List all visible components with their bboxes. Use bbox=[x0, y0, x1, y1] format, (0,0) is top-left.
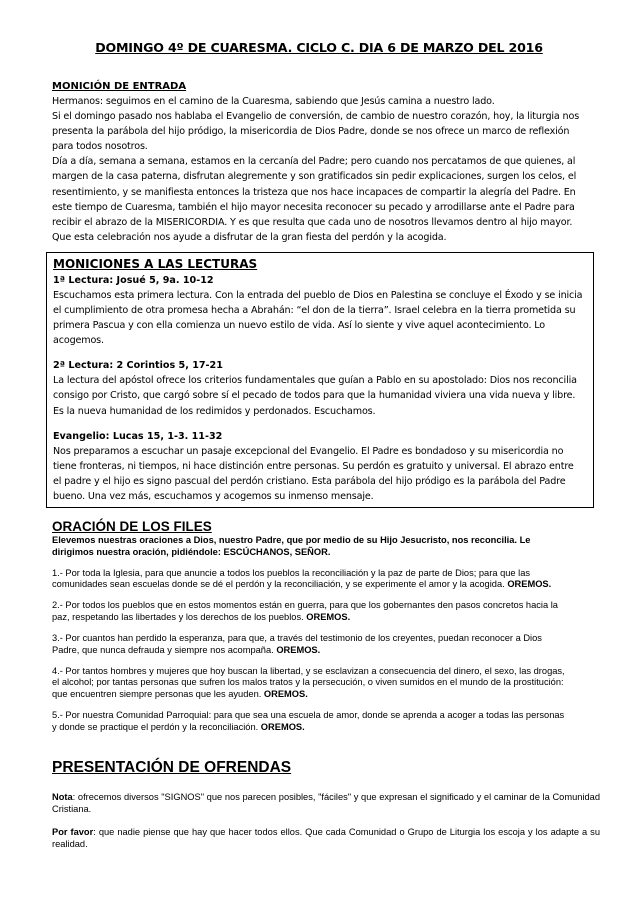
evangelio-line: tiene fronteras, ni tiempos, ni hace distinción entre personas. Su perdón es gratuito y universal. El abrazo entre bbox=[53, 460, 574, 472]
oracion-section bbox=[52, 518, 600, 733]
petition-line: Padre, que nunca defrauda y siempre nos acompaña. OREMOS. bbox=[52, 644, 321, 655]
petition-line: 4.- Por tantos hombres y mujeres que hoy buscan la libertad, y se esclavizan a consecuencia del dinero, el sexo, las drogas, bbox=[52, 665, 565, 676]
oremos-response: OREMOS. bbox=[306, 611, 351, 622]
favor-label: Por favor bbox=[52, 827, 94, 838]
oremos-response: OREMOS. bbox=[507, 579, 552, 590]
oracion-intro-line: dirigimos nuestra oración, pidiéndole: ESCÚCHANOS, SEÑOR. bbox=[52, 546, 331, 557]
petition-line: 1.- Por toda la Iglesia, para que anuncie a todos los pueblos la reconciliación y la paz de parte de Dios; para que las bbox=[52, 567, 531, 578]
petition-line: que encuentren siempre personas que les ayuden. OREMOS. bbox=[52, 688, 308, 699]
primera-lectura-label: 1ª Lectura: Josué 5, 9a. 10-12 bbox=[53, 275, 214, 286]
document-title: DOMINGO 4º DE CUARESMA. CICLO C. DIA 6 DE MARZO DEL 2016 bbox=[95, 40, 543, 55]
primera-lectura-line: Escuchamos esta primera lectura. Con la entrada del pueblo de Dios en Palestina se concluye el Éxodo y se inicia bbox=[53, 290, 583, 301]
monicion-heading: MONICIÓN DE ENTRADA bbox=[52, 81, 187, 92]
petition-line: comunidades sean escuelas donde se dé el perdón y la reconciliación, y se experimente el amor y la acogida. OREMOS. bbox=[52, 579, 552, 590]
monicion-line: Si el domingo pasado nos hablaba el Evangelio de conversión, de cambio de nuestro corazón, hoy, la liturgia nos bbox=[52, 111, 580, 123]
lecturas-heading: MONICIONES A LAS LECTURAS bbox=[53, 257, 258, 271]
evangelio-label: Evangelio: Lucas 15, 1-3. 11-32 bbox=[53, 430, 223, 442]
monicion-line: para todos nosotros. bbox=[52, 141, 148, 153]
oremos-response: OREMOS. bbox=[260, 721, 305, 732]
oracion-heading: ORACIÓN DE LOS FILES bbox=[52, 519, 212, 534]
lecturas-box bbox=[46, 252, 594, 508]
primera-lectura-line: el cumplimiento de otra promesa hecha a Abrahán: “el don de la tierra”. Israel celebra en la tierra prometida su bbox=[53, 305, 576, 317]
monicion-line: este tiempo de Cuaresma, también el hijo mayor necesita reconocer su pecado y arrodillarse ante el Padre para bbox=[52, 201, 575, 213]
petition-item bbox=[52, 600, 600, 623]
nota-paragraph bbox=[52, 792, 600, 815]
monicion-line: resentimiento, y se manifiesta entonces la tristeza que nos hace incapaces de compartir la alegría del Padre. En bbox=[52, 186, 576, 198]
nota-label: Nota bbox=[52, 792, 73, 802]
segunda-lectura-label: 2ª Lectura: 2 Corintios 5, 17-21 bbox=[53, 360, 223, 372]
nota-text: : ofrecemos diversos "SIGNOS" que nos parecen posibles, "fáciles" y que expresan el significado y el caminar de la Comunidad Cristiana. bbox=[52, 792, 600, 814]
petition-line: paz, respetando las libertades y los derechos de los pueblos. OREMOS. bbox=[52, 611, 351, 622]
evangelio-line: bueno. Una vez más, escuchamos y acogemos su inmenso mensaje. bbox=[53, 490, 374, 502]
petition-line: y donde se practique el perdón y la reconciliación. OREMOS. bbox=[52, 721, 305, 732]
monicion-line: Que esta celebración nos ayude a disfrutar de la gran fiesta del perdón y la acogida. bbox=[52, 231, 447, 243]
segunda-lectura-line: La lectura del apóstol ofrece los criterios fundamentales que guían a Pablo en su apostolado: Dios nos reconcilia bbox=[53, 375, 577, 387]
oracion-intro-line: Elevemos nuestras oraciones a Dios, nuestro Padre, que por medio de su Hijo Jesucristo, nos reconcilia. Le bbox=[52, 535, 531, 545]
favor-text: : que nadie piense que hay que hacer todos ellos. Que cada Comunidad o Grupo de Liturgia los escoja y los adapte a su realidad. bbox=[52, 827, 600, 849]
petition-item bbox=[52, 666, 600, 701]
monicion-line: presenta la parábola del hijo pródigo, la misericordia de Dios Padre, donde se nos ofrece un marco de reflexión bbox=[52, 126, 570, 138]
petition-line: 3.- Por cuantos han perdido la esperanza, para que, a través del testimonio de los creyentes, puedan reconocer a Dios bbox=[52, 633, 542, 644]
petition-line: el alcohol; por tantas personas que sufren los malos tratos y la persecución, o viven sumidos en el mundo de la prostitución: bbox=[52, 677, 564, 688]
primera-lectura-line: acogemos. bbox=[53, 335, 104, 347]
petition-item bbox=[52, 568, 600, 591]
monicion-line: margen de la casa paterna, disfrutan alegremente y son gratificados sin pedir explicaciones, surgen los celos, el bbox=[52, 171, 577, 183]
ofrendas-heading: PRESENTACIÓN DE OFRENDAS bbox=[52, 759, 292, 776]
oremos-response: OREMOS. bbox=[263, 688, 308, 699]
petition-item bbox=[52, 710, 600, 733]
petition-item bbox=[52, 633, 600, 656]
favor-paragraph bbox=[52, 827, 600, 850]
evangelio-line: Nos preparamos a escuchar un pasaje excepcional del Evangelio. El Padre es bondadoso y su misericordia no bbox=[53, 445, 564, 457]
segunda-lectura-line: consigo por Cristo, que cargó sobre sí el pecado de todos para que la humanidad viviera una vida nueva y libre. bbox=[53, 390, 576, 402]
petition-line: 5.- Por nuestra Comunidad Parroquial: para que sea una escuela de amor, donde se aprenda a acoger a todas las personas bbox=[52, 710, 565, 721]
ofrendas-section bbox=[52, 758, 600, 850]
oremos-response: OREMOS. bbox=[276, 644, 321, 655]
petition-line: 2.- Por todos los pueblos que en estos momentos están en guerra, para que los gobernantes den pasos concretos hacia la bbox=[52, 600, 558, 611]
monicion-section bbox=[52, 80, 602, 245]
evangelio-line: el padre y el hijo es signo pascual del perdón cristiano. Esta parábola del hijo pródigo es la parábola del Padre bbox=[53, 475, 566, 487]
monicion-line: Día a día, semana a semana, estamos en la cercanía del Padre; pero cuando nos percatamos de que quienes, al bbox=[52, 156, 576, 168]
segunda-lectura-line: Es la nueva humanidad de los redimidos y perdonados. Escuchamos. bbox=[53, 405, 376, 417]
monicion-line: recibir el abrazo de la MISERICORDIA. Y es que resulta que cada uno de nosotros llevamos dentro al hijo mayor. bbox=[52, 216, 573, 228]
primera-lectura-line: primera Pascua y con ella comienza un nuevo estilo de vida. Así lo siente y vive aquel acontecimiento. Lo bbox=[53, 320, 545, 332]
monicion-line: Hermanos: seguimos en el camino de la Cuaresma, sabiendo que Jesús camina a nuestro lado. bbox=[52, 96, 495, 107]
